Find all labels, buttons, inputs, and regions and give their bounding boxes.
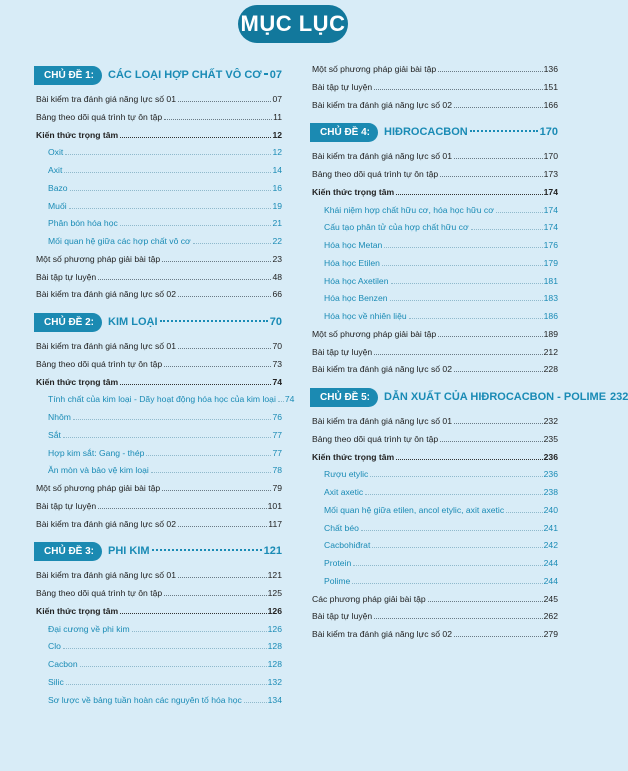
dot-leader xyxy=(454,371,543,372)
dot-leader xyxy=(178,348,271,349)
toc-subentry[interactable] xyxy=(36,183,282,201)
entry-page: 77 xyxy=(272,447,282,458)
chapter-heading-1[interactable] xyxy=(36,64,282,86)
toc-entry[interactable] xyxy=(36,112,282,130)
chapter-page: 170 xyxy=(539,126,558,139)
entry-page: 173 xyxy=(543,169,558,179)
dot-leader xyxy=(396,459,543,460)
entry-label: Một số phương pháp giải bài tập xyxy=(36,253,161,264)
entry-page: 134 xyxy=(267,694,282,705)
chapter-page: 121 xyxy=(263,545,282,558)
entry-label: Chất béo xyxy=(324,522,359,533)
dot-leader xyxy=(120,225,272,226)
entry-page: 73 xyxy=(272,358,282,369)
entry-label: Axit axetic xyxy=(324,487,364,497)
entry-page: 132 xyxy=(267,676,282,687)
toc-entry[interactable] xyxy=(312,100,558,118)
entry-label: Kiến thức trọng tâm xyxy=(36,129,119,140)
toc-subentry[interactable] xyxy=(312,240,558,258)
dot-leader xyxy=(98,279,271,280)
entry-label: Một số phương pháp giải bài tập xyxy=(312,328,437,339)
toc-subentry[interactable] xyxy=(36,147,282,165)
entry-page: 14 xyxy=(272,165,282,175)
toc-subentry[interactable] xyxy=(36,412,282,430)
entry-page: 241 xyxy=(543,522,558,533)
entry-page: 181 xyxy=(543,275,558,286)
entry-label: Bảng theo dõi quá trình tự ôn tập xyxy=(312,169,439,179)
entry-label: Bài kiểm tra đánh giá năng lực số 01 xyxy=(312,151,452,162)
dot-leader xyxy=(372,547,542,548)
entry-page: 22 xyxy=(272,236,282,246)
toc-entry[interactable] xyxy=(312,151,558,169)
chapter-heading-4[interactable] xyxy=(312,121,558,143)
entry-page: 48 xyxy=(272,271,282,282)
entry-label: Hóa học về nhiên liệu xyxy=(324,311,407,321)
toc-subentry[interactable] xyxy=(36,624,282,642)
entry-page: 186 xyxy=(543,311,558,321)
dot-leader xyxy=(178,101,271,102)
dot-leader xyxy=(65,154,271,155)
entry-page: 236 xyxy=(543,451,558,462)
chapter-badge: CHỦ ĐỀ 3: xyxy=(34,542,102,561)
dot-leader xyxy=(440,441,542,442)
entry-label: Khái niệm hợp chất hữu cơ, hóa học hữu cơ xyxy=(324,204,494,215)
toc-subentry[interactable] xyxy=(312,576,558,594)
chapter-badge: CHỦ ĐỀ 2: xyxy=(34,313,102,332)
entry-page: 136 xyxy=(543,64,558,74)
entry-label: Kiến thức trọng tâm xyxy=(312,186,395,197)
entry-page: 70 xyxy=(272,341,282,351)
toc-entry[interactable] xyxy=(36,483,282,501)
chapter-heading-5[interactable] xyxy=(312,386,628,408)
entry-label: Hóa học Benzen xyxy=(324,293,388,304)
chapter-page: 70 xyxy=(269,316,282,328)
toc-left-column xyxy=(36,60,295,712)
toc-subentry[interactable] xyxy=(312,276,558,294)
dot-leader xyxy=(390,300,543,301)
dot-leader xyxy=(264,73,268,75)
entry-label: Hợp kim sắt: Gang - thép xyxy=(48,447,145,458)
dot-leader xyxy=(374,89,542,90)
toc-entry[interactable] xyxy=(36,341,282,359)
entry-page: 74 xyxy=(284,394,295,405)
toc-subentry[interactable] xyxy=(312,540,558,558)
entry-page: 12 xyxy=(272,129,282,140)
dot-leader xyxy=(438,336,543,337)
dot-leader xyxy=(470,130,538,132)
chapter-title: HIĐROCACBON xyxy=(384,126,468,139)
entry-label: Rượu etylic xyxy=(324,469,369,480)
entry-page: 74 xyxy=(272,376,282,387)
chapter-badge: CHỦ ĐỀ 4: xyxy=(310,123,378,142)
entry-label: Silic xyxy=(48,676,64,687)
dot-leader xyxy=(146,455,271,456)
toc-subentry[interactable] xyxy=(36,659,282,677)
entry-label: Kiến thức trọng tâm xyxy=(312,451,395,462)
entry-label: Một số phương pháp giải bài tập xyxy=(312,64,437,74)
toc-entry[interactable] xyxy=(312,629,558,647)
entry-label: Bảng theo dõi quá trình tự ôn tập xyxy=(36,358,163,369)
toc-subentry[interactable] xyxy=(312,505,558,523)
dot-leader xyxy=(374,354,542,355)
toc-subentry[interactable] xyxy=(36,465,282,483)
toc-subentry[interactable] xyxy=(36,448,282,466)
entry-page: 174 xyxy=(543,186,558,197)
dot-leader xyxy=(454,636,543,637)
dot-leader xyxy=(63,437,272,438)
entry-label: Bài kiểm tra đánh giá năng lực số 02 xyxy=(312,629,452,639)
entry-label: Đại cương về phi kim xyxy=(48,623,130,634)
toc-subentry[interactable] xyxy=(36,677,282,695)
entry-page: 12 xyxy=(272,147,282,158)
entry-page: 21 xyxy=(272,218,282,229)
toc-subentry[interactable] xyxy=(312,205,558,223)
entry-page: 189 xyxy=(543,328,558,339)
toc-entry[interactable] xyxy=(312,434,558,452)
entry-page: 174 xyxy=(543,204,558,215)
dot-leader xyxy=(66,684,267,685)
toc-subentry[interactable] xyxy=(36,218,282,236)
entry-page: 212 xyxy=(543,346,558,357)
entry-page: 126 xyxy=(267,605,282,616)
dot-leader xyxy=(152,549,262,551)
entry-page: 235 xyxy=(543,433,558,444)
chapter-title: KIM LOẠI xyxy=(108,316,158,328)
entry-page: 183 xyxy=(543,293,558,304)
chapter-badge: CHỦ ĐỀ 5: xyxy=(310,388,378,407)
entry-label: Cacbon xyxy=(48,659,78,669)
toc-entry[interactable] xyxy=(36,359,282,377)
entry-page: 101 xyxy=(267,500,282,511)
entry-page: 128 xyxy=(267,659,282,669)
entry-label: Bài kiểm tra đánh giá năng lực số 02 xyxy=(312,364,452,375)
entry-page: 244 xyxy=(543,575,558,586)
toc-subentry[interactable] xyxy=(312,558,558,576)
entry-label: Ăn mòn và bảo vệ kim loại xyxy=(48,465,149,476)
entry-label: Kiến thức trọng tâm xyxy=(36,605,119,616)
entry-page: 236 xyxy=(543,469,558,480)
chapter-badge: CHỦ ĐỀ 1: xyxy=(34,66,102,85)
entry-page: 151 xyxy=(543,81,558,92)
dot-leader xyxy=(353,565,542,566)
entry-page: 19 xyxy=(272,200,282,211)
dot-leader xyxy=(244,702,267,703)
entry-page: 242 xyxy=(543,540,558,551)
toc-entry[interactable] xyxy=(312,329,558,347)
chapter-page: 07 xyxy=(269,69,282,81)
dot-leader xyxy=(506,512,543,513)
dot-leader xyxy=(370,476,542,477)
entry-page: 244 xyxy=(543,558,558,568)
dot-leader xyxy=(454,423,543,424)
dot-leader xyxy=(361,530,543,531)
chapter-heading-2[interactable] xyxy=(36,311,282,333)
entry-page: 128 xyxy=(267,641,282,652)
toc-subentry[interactable] xyxy=(36,641,282,659)
entry-label: Bài kiểm tra đánh giá năng lực số 01 xyxy=(36,94,176,104)
entry-label: Protein xyxy=(324,558,352,568)
entry-label: Bảng theo dõi quá trình tự ôn tập xyxy=(312,433,439,444)
toc-entry[interactable] xyxy=(36,588,282,606)
dot-leader xyxy=(162,261,271,262)
entry-page: 125 xyxy=(267,588,282,598)
dot-leader xyxy=(63,648,267,649)
entry-label: Bài kiểm tra đánh giá năng lực số 02 xyxy=(36,289,176,300)
dot-leader xyxy=(471,229,543,230)
entry-label: Bài kiểm tra đánh giá năng lực số 02 xyxy=(36,518,176,529)
entry-page: 176 xyxy=(543,240,558,250)
dot-leader xyxy=(193,243,272,244)
entry-label: Bazo xyxy=(48,182,68,193)
entry-page: 232 xyxy=(543,416,558,426)
dot-leader xyxy=(120,613,267,614)
entry-page: 166 xyxy=(543,99,558,110)
toc-subentry[interactable] xyxy=(36,201,282,219)
entry-label: Clo xyxy=(48,641,61,652)
entry-label: Kiến thức trọng tâm xyxy=(36,376,119,387)
entry-page: 228 xyxy=(543,364,558,375)
dot-leader xyxy=(496,212,543,213)
entry-page: 77 xyxy=(272,429,282,440)
entry-label: Bài tập tự luyện xyxy=(36,271,97,282)
dot-leader xyxy=(391,283,543,284)
entry-label: Bài kiểm tra đánh giá năng lực số 02 xyxy=(312,99,452,110)
chapter-page: 232 xyxy=(610,391,628,403)
entry-page: 07 xyxy=(272,94,282,104)
dot-leader xyxy=(98,508,266,509)
entry-page: 66 xyxy=(272,289,282,300)
page-title: MỤC LỤC xyxy=(238,5,348,43)
toc-entry[interactable] xyxy=(36,254,282,272)
entry-label: Bài tập tự luyện xyxy=(36,500,97,511)
dot-leader xyxy=(70,190,272,191)
dot-leader xyxy=(69,208,272,209)
toc-entry[interactable] xyxy=(312,169,558,187)
entry-label: Hóa học Etilen xyxy=(324,257,380,268)
entry-page: 170 xyxy=(543,151,558,162)
dot-leader xyxy=(454,158,543,159)
toc-entry[interactable] xyxy=(312,82,558,100)
entry-page: 23 xyxy=(272,253,282,264)
chapter-heading-3[interactable] xyxy=(36,540,282,562)
entry-page: 174 xyxy=(543,222,558,233)
dot-leader xyxy=(438,71,543,72)
entry-label: Các phương pháp giải bài tập xyxy=(312,593,426,604)
toc-entry[interactable] xyxy=(312,364,558,382)
dot-leader xyxy=(164,595,266,596)
toc-subentry[interactable] xyxy=(312,469,558,487)
toc-subentry[interactable] xyxy=(36,394,295,412)
toc-subentry[interactable] xyxy=(312,258,558,276)
toc-entry-key-knowledge[interactable] xyxy=(36,606,282,624)
entry-label: Nhôm xyxy=(48,412,71,422)
toc-entry[interactable] xyxy=(36,272,282,290)
entry-label: Mối quan hệ giữa các hợp chất vô cơ xyxy=(48,236,191,246)
dot-leader xyxy=(80,666,267,667)
dot-leader xyxy=(374,618,542,619)
entry-page: 78 xyxy=(272,465,282,476)
entry-page: 76 xyxy=(272,412,282,422)
toc-entry-key-knowledge[interactable] xyxy=(312,187,558,205)
dot-leader xyxy=(120,384,271,385)
entry-page: 16 xyxy=(272,182,282,193)
dot-leader xyxy=(454,107,543,108)
entry-label: Phân bón hóa học xyxy=(48,218,118,229)
entry-page: 245 xyxy=(543,593,558,604)
toc-entry[interactable] xyxy=(312,347,558,365)
toc-entry[interactable] xyxy=(36,289,282,307)
dot-leader xyxy=(178,296,271,297)
dot-leader xyxy=(132,631,267,632)
entry-label: Polime xyxy=(324,575,351,586)
dot-leader xyxy=(164,119,272,120)
entry-label: Muối xyxy=(48,200,67,211)
dot-leader xyxy=(151,472,272,473)
entry-page: 126 xyxy=(267,623,282,634)
entry-page: 240 xyxy=(543,504,558,515)
entry-label: Cacbohiđrat xyxy=(324,540,371,551)
dot-leader xyxy=(160,320,268,322)
entry-label: Sơ lược về bảng tuần hoàn các nguyên tố hóa học xyxy=(48,694,242,705)
chapter-title: PHI KIM xyxy=(108,545,150,558)
dot-leader xyxy=(428,601,543,602)
entry-label: Axit xyxy=(48,165,63,175)
dot-leader xyxy=(278,401,284,402)
entry-label: Hóa học Metan xyxy=(324,240,383,250)
toc-subentry[interactable] xyxy=(36,695,282,713)
toc-entry[interactable] xyxy=(312,416,558,434)
dot-leader xyxy=(382,265,543,266)
entry-page: 238 xyxy=(543,487,558,497)
entry-label: Bảng theo dõi quá trình tự ôn tập xyxy=(36,588,163,598)
toc-subentry[interactable] xyxy=(36,430,282,448)
toc-subentry[interactable] xyxy=(312,311,558,329)
toc-subentry[interactable] xyxy=(312,293,558,311)
toc-subentry[interactable] xyxy=(312,222,558,240)
entry-label: Bảng theo dõi quá trình tự ôn tập xyxy=(36,111,163,122)
entry-label: Tính chất của kim loại - Dãy hoạt động hóa học của kim loại xyxy=(48,394,276,405)
dot-leader xyxy=(384,247,542,248)
entry-page: 79 xyxy=(272,483,282,493)
entry-page: 121 xyxy=(267,570,282,581)
dot-leader xyxy=(64,172,271,173)
entry-page: 179 xyxy=(543,257,558,268)
toc-right-column xyxy=(312,64,628,647)
toc-entry[interactable] xyxy=(312,611,558,629)
chapter-title: CÁC LOẠI HỢP CHẤT VÔ CƠ xyxy=(108,69,262,81)
toc-entry[interactable] xyxy=(36,519,282,537)
dot-leader xyxy=(365,494,542,495)
dot-leader xyxy=(162,490,271,491)
entry-page: 11 xyxy=(273,111,282,122)
toc-entry-key-knowledge[interactable] xyxy=(312,452,558,470)
entry-label: Cấu tạo phân tử của hợp chất hữu cơ xyxy=(324,222,469,233)
entry-label: Hóa học Axetilen xyxy=(324,275,389,286)
entry-label: Bài tập tự luyện xyxy=(312,611,373,622)
entry-label: Bài kiểm tra đánh giá năng lực số 01 xyxy=(36,570,176,581)
toc-subentry[interactable] xyxy=(36,165,282,183)
entry-label: Oxit xyxy=(48,147,64,158)
toc-subentry[interactable] xyxy=(36,236,282,254)
entry-label: Bài kiểm tra đánh giá năng lực số 01 xyxy=(312,416,452,426)
entry-label: Mối quan hệ giữa etilen, ancol etylic, axit axetic xyxy=(324,504,505,515)
dot-leader xyxy=(73,419,272,420)
toc-entry[interactable] xyxy=(312,64,558,82)
dot-leader xyxy=(178,526,267,527)
toc-entry[interactable] xyxy=(36,501,282,519)
dot-leader xyxy=(352,583,542,584)
dot-leader xyxy=(164,366,271,367)
dot-leader xyxy=(440,176,542,177)
toc-entry[interactable] xyxy=(312,594,558,612)
toc-subentry[interactable] xyxy=(312,523,558,541)
entry-page: 279 xyxy=(543,629,558,639)
toc-entry[interactable] xyxy=(36,94,282,112)
entry-label: Sắt xyxy=(48,429,61,440)
toc-entry-key-knowledge[interactable] xyxy=(36,377,282,395)
toc-entry[interactable] xyxy=(36,570,282,588)
chapter-title: DẪN XUẤT CỦA HIĐROCACBON - POLIME xyxy=(384,391,607,403)
dot-leader xyxy=(409,318,543,319)
entry-label: Bài tập tự luyện xyxy=(312,346,373,357)
entry-page: 117 xyxy=(268,518,282,529)
dot-leader xyxy=(178,577,267,578)
entry-label: Bài kiểm tra đánh giá năng lực số 01 xyxy=(36,341,176,351)
entry-label: Bài tập tự luyện xyxy=(312,81,373,92)
toc-subentry[interactable] xyxy=(312,487,558,505)
dot-leader xyxy=(396,194,543,195)
entry-label: Một số phương pháp giải bài tập xyxy=(36,483,161,493)
dot-leader xyxy=(120,137,271,138)
entry-page: 262 xyxy=(543,611,558,622)
toc-entry-key-knowledge[interactable] xyxy=(36,130,282,148)
